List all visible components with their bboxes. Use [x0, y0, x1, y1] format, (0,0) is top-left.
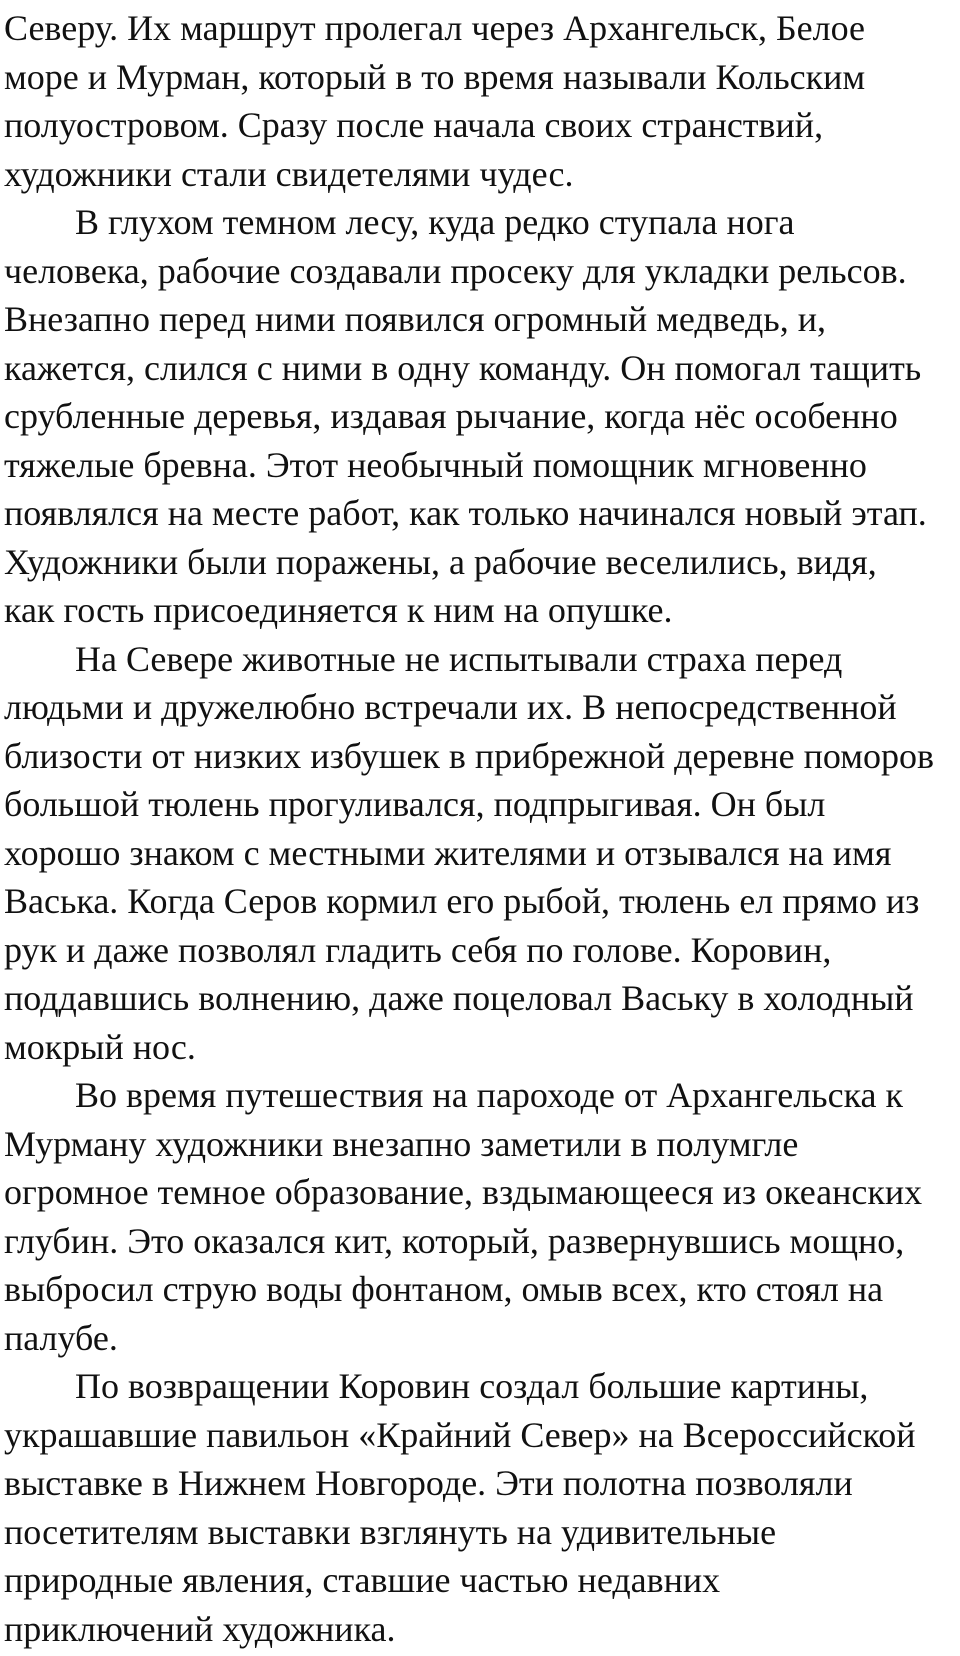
text-line: Васька. Когда Серов кормил его рыбой, тюлень ел прямо из [4, 881, 920, 921]
text-line: близости от низких избушек в прибрежной деревне поморов [4, 735, 935, 776]
text-line: срубленные деревья, издавая рычание, когда нёс особенно [4, 396, 898, 436]
text-line: приключений художника. [4, 1608, 396, 1649]
text-line: поддавшись волнению, даже поцеловал Ваську в холодный [4, 978, 914, 1018]
text-line: кажется, слился с ними в одну команду. Он помогал тащить [4, 347, 922, 388]
text-line: огромное темное образование, вздымающееся из океанских [4, 1172, 923, 1212]
text-line: как гость присоединяется к ним на опушке. [4, 590, 673, 630]
text-line: рук и даже позволял гладить себя по голове. Коровин, [4, 929, 832, 970]
text-line: палубе. [4, 1317, 118, 1358]
paragraph-first-line: На Севере животные не испытывали страха перед [75, 638, 843, 679]
paragraph-first-line: По возвращении Коровин создал большие картины, [75, 1366, 869, 1406]
text-line: выбросил струю воды фонтаном, омыв всех, кто стоял на [4, 1269, 884, 1309]
text-line: посетителям выставки взглянуть на удивительные [4, 1511, 777, 1552]
text-line: людьми и дружелюбно встречали их. В непосредственной [4, 687, 897, 727]
text-line: большой тюлень прогуливался, подпрыгивая. Он был [4, 784, 826, 824]
text-line: художники стали свидетелями чудес. [4, 153, 574, 194]
text-line: человека, рабочие создавали просеку для укладки рельсов. [4, 250, 907, 291]
text-line: тяжелые бревна. Этот необычный помощник мгновенно [4, 444, 867, 485]
text-line: природные явления, ставшие частью недавних [4, 1560, 721, 1600]
document-page [4, 4, 956, 1652]
text-line: выставке в Нижнем Новгороде. Эти полотна позволяли [4, 1463, 853, 1503]
text-line: полуостровом. Сразу после начала своих странствий, [4, 105, 824, 145]
text-line: Мурману художники внезапно заметили в полумгле [4, 1123, 799, 1164]
text-line: море и Мурман, который в то время называли Кольским [4, 56, 866, 97]
text-line: Внезапно перед ними появился огромный медведь, и, [4, 299, 826, 339]
text-line: украшавшие павильон «Крайний Север» на Всероссийской [4, 1414, 916, 1455]
text-line: Художники были поражены, а рабочие веселились, видя, [4, 541, 877, 582]
text-line: глубин. Это оказался кит, который, развернувшись мощно, [4, 1220, 905, 1261]
text-line: Северу. Их маршрут пролегал через Архангельск, Белое [4, 8, 866, 48]
text-line: мокрый нос. [4, 1026, 196, 1067]
paragraph-first-line: Во время путешествия на пароходе от Архангельска к [75, 1075, 903, 1115]
paragraph-first-line: В глухом темном лесу, куда редко ступала нога [75, 202, 795, 242]
text-line: хорошо знаком с местными жителями и отзывался на имя [4, 832, 892, 873]
text-line: появлялся на месте работ, как только начинался новый этап. [4, 493, 927, 533]
